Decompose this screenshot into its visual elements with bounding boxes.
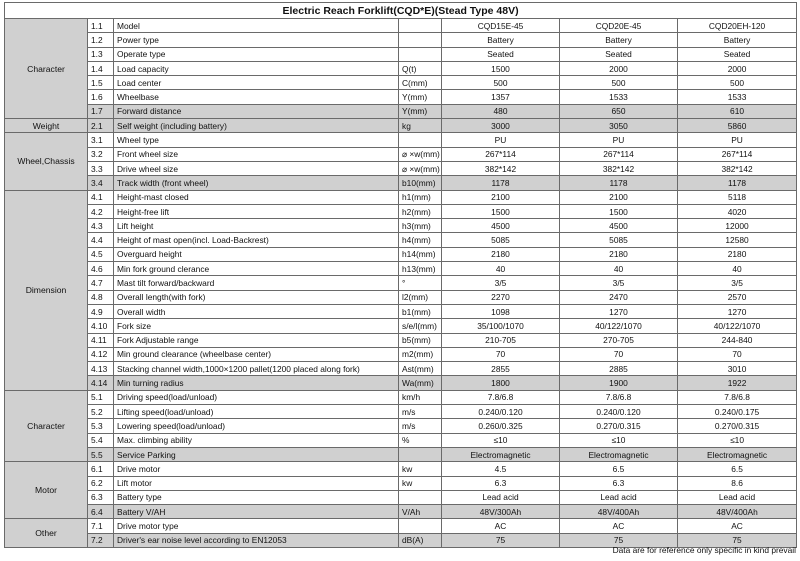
unit-cell: b1(mm) xyxy=(399,304,442,318)
table-row xyxy=(5,319,797,333)
unit-cell: h13(mm) xyxy=(399,262,442,276)
group-label: Wheel,Chassis xyxy=(5,133,88,190)
unit-cell: ⌀ ×w(mm) xyxy=(399,147,442,161)
item-name: Self weight (including battery) xyxy=(114,119,399,133)
row-number: 6.2 xyxy=(88,476,114,490)
item-name: Overall length(with fork) xyxy=(114,290,399,304)
item-name: Power type xyxy=(114,33,399,47)
value-cqd20eh-120: Seated xyxy=(678,47,797,61)
table-row xyxy=(5,133,797,147)
item-name: Overguard height xyxy=(114,247,399,261)
item-name: Drive wheel size xyxy=(114,161,399,175)
value-cqd20eh-120: 1922 xyxy=(678,376,797,390)
value-cqd20eh-120: 2000 xyxy=(678,61,797,75)
table-row xyxy=(5,147,797,161)
value-cqd15e-45: Lead acid xyxy=(442,490,560,504)
value-cqd20eh-120: 6.5 xyxy=(678,462,797,476)
value-cqd20e-45: 267*114 xyxy=(560,147,678,161)
value-cqd20e-45: Battery xyxy=(560,33,678,47)
unit-cell: kw xyxy=(399,462,442,476)
value-cqd15e-45: PU xyxy=(442,133,560,147)
value-cqd20e-45: PU xyxy=(560,133,678,147)
row-number: 5.1 xyxy=(88,390,114,404)
value-cqd20eh-120: 75 xyxy=(678,533,797,547)
value-cqd20e-45: 70 xyxy=(560,347,678,361)
value-cqd20e-45: 5085 xyxy=(560,233,678,247)
row-number: 4.11 xyxy=(88,333,114,347)
value-cqd20eh-120: 610 xyxy=(678,104,797,118)
value-cqd20eh-120: 5860 xyxy=(678,119,797,133)
value-cqd20eh-120: 48V/400Ah xyxy=(678,505,797,519)
value-cqd15e-45: Electromagnetic xyxy=(442,447,560,461)
value-cqd15e-45: Seated xyxy=(442,47,560,61)
unit-cell xyxy=(399,519,442,533)
value-cqd20eh-120: 8.6 xyxy=(678,476,797,490)
value-cqd20e-45: 3/5 xyxy=(560,276,678,290)
row-number: 4.3 xyxy=(88,219,114,233)
value-cqd15e-45: CQD15E-45 xyxy=(442,19,560,33)
unit-cell: m/s xyxy=(399,419,442,433)
value-cqd20eh-120: 5118 xyxy=(678,190,797,204)
unit-cell xyxy=(399,19,442,33)
row-number: 2.1 xyxy=(88,119,114,133)
item-name: Fork size xyxy=(114,319,399,333)
item-name: Wheel type xyxy=(114,133,399,147)
value-cqd20eh-120: 4020 xyxy=(678,204,797,218)
table-row xyxy=(5,119,797,133)
value-cqd20e-45: 2885 xyxy=(560,362,678,376)
row-number: 4.9 xyxy=(88,304,114,318)
value-cqd20e-45: 1533 xyxy=(560,90,678,104)
unit-cell xyxy=(399,133,442,147)
unit-cell: m/s xyxy=(399,405,442,419)
value-cqd20e-45: 6.5 xyxy=(560,462,678,476)
item-name: Drive motor xyxy=(114,462,399,476)
value-cqd20eh-120: Electromagnetic xyxy=(678,447,797,461)
row-number: 1.6 xyxy=(88,90,114,104)
row-number: 7.2 xyxy=(88,533,114,547)
item-name: Drive motor type xyxy=(114,519,399,533)
item-name: Min fork ground clerance xyxy=(114,262,399,276)
value-cqd15e-45: 6.3 xyxy=(442,476,560,490)
table-row xyxy=(5,490,797,504)
group-label: Character xyxy=(5,390,88,461)
value-cqd20eh-120: 0.270/0.315 xyxy=(678,419,797,433)
table-row xyxy=(5,76,797,90)
unit-cell: b10(mm) xyxy=(399,176,442,190)
value-cqd20e-45: 3050 xyxy=(560,119,678,133)
row-number: 1.1 xyxy=(88,19,114,33)
item-name: Driver's ear noise level according to EN12053 xyxy=(114,533,399,547)
unit-cell: Q(t) xyxy=(399,61,442,75)
table-row xyxy=(5,304,797,318)
value-cqd20e-45: 6.3 xyxy=(560,476,678,490)
table-row xyxy=(5,276,797,290)
item-name: Load capacity xyxy=(114,61,399,75)
group-label: Weight xyxy=(5,119,88,133)
reference-note: Data are for reference only specific in kind prevail xyxy=(612,545,796,555)
row-number: 4.7 xyxy=(88,276,114,290)
row-number: 5.3 xyxy=(88,419,114,433)
value-cqd15e-45: 2270 xyxy=(442,290,560,304)
unit-cell: m2(mm) xyxy=(399,347,442,361)
value-cqd20eh-120: 7.8/6.8 xyxy=(678,390,797,404)
value-cqd20e-45: 2100 xyxy=(560,190,678,204)
unit-cell: h1(mm) xyxy=(399,190,442,204)
table-row xyxy=(5,247,797,261)
table-row xyxy=(5,447,797,461)
row-number: 5.4 xyxy=(88,433,114,447)
value-cqd20eh-120: 267*114 xyxy=(678,147,797,161)
unit-cell: h4(mm) xyxy=(399,233,442,247)
value-cqd20eh-120: 500 xyxy=(678,76,797,90)
row-number: 1.5 xyxy=(88,76,114,90)
value-cqd20e-45: Electromagnetic xyxy=(560,447,678,461)
table-row xyxy=(5,262,797,276)
unit-cell: kg xyxy=(399,119,442,133)
value-cqd20eh-120: 0.240/0.175 xyxy=(678,405,797,419)
value-cqd15e-45: 3000 xyxy=(442,119,560,133)
value-cqd20eh-120: 40/122/1070 xyxy=(678,319,797,333)
item-name: Battery type xyxy=(114,490,399,504)
unit-cell: kw xyxy=(399,476,442,490)
value-cqd20eh-120: 12000 xyxy=(678,219,797,233)
value-cqd20e-45: 1270 xyxy=(560,304,678,318)
table-row xyxy=(5,19,797,33)
value-cqd20eh-120: 382*142 xyxy=(678,161,797,175)
row-number: 4.4 xyxy=(88,233,114,247)
item-name: Height-free lift xyxy=(114,204,399,218)
value-cqd20e-45: 1900 xyxy=(560,376,678,390)
unit-cell: Y(mm) xyxy=(399,104,442,118)
unit-cell: ° xyxy=(399,276,442,290)
value-cqd20eh-120: AC xyxy=(678,519,797,533)
row-number: 1.4 xyxy=(88,61,114,75)
value-cqd20e-45: 650 xyxy=(560,104,678,118)
item-name: Load center xyxy=(114,76,399,90)
table-row xyxy=(5,61,797,75)
value-cqd15e-45: 480 xyxy=(442,104,560,118)
table-row xyxy=(5,362,797,376)
item-name: Stacking channel width,1000×1200 pallet(1200 placed along fork) xyxy=(114,362,399,376)
value-cqd15e-45: 382*142 xyxy=(442,161,560,175)
row-number: 3.4 xyxy=(88,176,114,190)
table-row xyxy=(5,204,797,218)
table-row xyxy=(5,290,797,304)
value-cqd15e-45: 1357 xyxy=(442,90,560,104)
unit-cell: h14(mm) xyxy=(399,247,442,261)
value-cqd15e-45: 5085 xyxy=(442,233,560,247)
unit-cell: ⌀ ×w(mm) xyxy=(399,161,442,175)
table-row xyxy=(5,104,797,118)
value-cqd15e-45: 0.260/0.325 xyxy=(442,419,560,433)
row-number: 4.6 xyxy=(88,262,114,276)
row-number: 3.3 xyxy=(88,161,114,175)
table-row xyxy=(5,190,797,204)
unit-cell xyxy=(399,33,442,47)
unit-cell: km/h xyxy=(399,390,442,404)
value-cqd20eh-120: ≤10 xyxy=(678,433,797,447)
table-row xyxy=(5,505,797,519)
value-cqd20eh-120: 40 xyxy=(678,262,797,276)
table-row xyxy=(5,419,797,433)
value-cqd20e-45: 382*142 xyxy=(560,161,678,175)
item-name: Front wheel size xyxy=(114,147,399,161)
value-cqd20e-45: 48V/400Ah xyxy=(560,505,678,519)
item-name: Lift motor xyxy=(114,476,399,490)
row-number: 6.3 xyxy=(88,490,114,504)
unit-cell: Wa(mm) xyxy=(399,376,442,390)
row-number: 4.2 xyxy=(88,204,114,218)
value-cqd20e-45: 7.8/6.8 xyxy=(560,390,678,404)
value-cqd20e-45: 40 xyxy=(560,262,678,276)
unit-cell: Ast(mm) xyxy=(399,362,442,376)
value-cqd15e-45: 48V/300Ah xyxy=(442,505,560,519)
item-name: Lift height xyxy=(114,219,399,233)
row-number: 4.1 xyxy=(88,190,114,204)
value-cqd15e-45: 3/5 xyxy=(442,276,560,290)
unit-cell: h2(mm) xyxy=(399,204,442,218)
value-cqd20e-45: 500 xyxy=(560,76,678,90)
value-cqd20e-45: 1178 xyxy=(560,176,678,190)
value-cqd20eh-120: 70 xyxy=(678,347,797,361)
value-cqd15e-45: 267*114 xyxy=(442,147,560,161)
row-number: 4.14 xyxy=(88,376,114,390)
row-number: 3.2 xyxy=(88,147,114,161)
value-cqd15e-45: 4.5 xyxy=(442,462,560,476)
value-cqd20e-45: 2470 xyxy=(560,290,678,304)
row-number: 4.10 xyxy=(88,319,114,333)
value-cqd20eh-120: 3010 xyxy=(678,362,797,376)
value-cqd20e-45: CQD20E-45 xyxy=(560,19,678,33)
group-label: Motor xyxy=(5,462,88,519)
row-number: 1.3 xyxy=(88,47,114,61)
value-cqd15e-45: 70 xyxy=(442,347,560,361)
value-cqd20eh-120: 12580 xyxy=(678,233,797,247)
unit-cell: V/Ah xyxy=(399,505,442,519)
item-name: Forward distance xyxy=(114,104,399,118)
item-name: Height of mast open(incl. Load-Backrest) xyxy=(114,233,399,247)
unit-cell xyxy=(399,490,442,504)
group-label: Dimension xyxy=(5,190,88,390)
value-cqd20eh-120: Lead acid xyxy=(678,490,797,504)
table-row xyxy=(5,390,797,404)
table-row xyxy=(5,433,797,447)
table-row xyxy=(5,376,797,390)
value-cqd20eh-120: 3/5 xyxy=(678,276,797,290)
item-name: Operate type xyxy=(114,47,399,61)
unit-cell: b5(mm) xyxy=(399,333,442,347)
item-name: Battery V/AH xyxy=(114,505,399,519)
value-cqd15e-45: 1178 xyxy=(442,176,560,190)
row-number: 1.7 xyxy=(88,104,114,118)
table-title: Electric Reach Forklift(CQD*E)(Stead Type 48V) xyxy=(5,3,797,19)
item-name: Max. climbing ability xyxy=(114,433,399,447)
value-cqd20e-45: 1500 xyxy=(560,204,678,218)
table-row xyxy=(5,476,797,490)
table-row xyxy=(5,519,797,533)
row-number: 7.1 xyxy=(88,519,114,533)
value-cqd20e-45: 75 xyxy=(560,533,678,547)
value-cqd20e-45: 0.240/0.120 xyxy=(560,405,678,419)
row-number: 5.5 xyxy=(88,447,114,461)
item-name: Mast tilt forward/backward xyxy=(114,276,399,290)
value-cqd15e-45: 7.8/6.8 xyxy=(442,390,560,404)
unit-cell: Y(mm) xyxy=(399,90,442,104)
row-number: 4.12 xyxy=(88,347,114,361)
unit-cell: h3(mm) xyxy=(399,219,442,233)
value-cqd15e-45: AC xyxy=(442,519,560,533)
row-number: 3.1 xyxy=(88,133,114,147)
unit-cell: % xyxy=(399,433,442,447)
value-cqd15e-45: 2180 xyxy=(442,247,560,261)
value-cqd20e-45: 2180 xyxy=(560,247,678,261)
value-cqd15e-45: 1500 xyxy=(442,204,560,218)
table-row xyxy=(5,219,797,233)
item-name: Driving speed(load/unload) xyxy=(114,390,399,404)
unit-cell xyxy=(399,447,442,461)
item-name: Wheelbase xyxy=(114,90,399,104)
table-row xyxy=(5,462,797,476)
row-number: 4.13 xyxy=(88,362,114,376)
value-cqd20eh-120: 244-840 xyxy=(678,333,797,347)
table-row xyxy=(5,405,797,419)
item-name: Service Parking xyxy=(114,447,399,461)
table-row xyxy=(5,33,797,47)
value-cqd15e-45: 1098 xyxy=(442,304,560,318)
value-cqd20eh-120: 1270 xyxy=(678,304,797,318)
value-cqd15e-45: Battery xyxy=(442,33,560,47)
table-row xyxy=(5,333,797,347)
value-cqd15e-45: 1500 xyxy=(442,61,560,75)
item-name: Min ground clearance (wheelbase center) xyxy=(114,347,399,361)
value-cqd20e-45: 2000 xyxy=(560,61,678,75)
spec-table xyxy=(4,2,797,548)
value-cqd15e-45: 2100 xyxy=(442,190,560,204)
value-cqd15e-45: 4500 xyxy=(442,219,560,233)
row-number: 1.2 xyxy=(88,33,114,47)
value-cqd20e-45: AC xyxy=(560,519,678,533)
unit-cell: C(mm) xyxy=(399,76,442,90)
value-cqd15e-45: 35/100/1070 xyxy=(442,319,560,333)
value-cqd20eh-120: PU xyxy=(678,133,797,147)
table-row xyxy=(5,47,797,61)
item-name: Overall width xyxy=(114,304,399,318)
unit-cell: dB(A) xyxy=(399,533,442,547)
value-cqd20e-45: Seated xyxy=(560,47,678,61)
value-cqd20e-45: 0.270/0.315 xyxy=(560,419,678,433)
group-label: Character xyxy=(5,19,88,119)
value-cqd15e-45: ≤10 xyxy=(442,433,560,447)
value-cqd15e-45: 75 xyxy=(442,533,560,547)
item-name: Height-mast closed xyxy=(114,190,399,204)
value-cqd20eh-120: Battery xyxy=(678,33,797,47)
item-name: Lowering speed(load/unload) xyxy=(114,419,399,433)
unit-cell xyxy=(399,47,442,61)
item-name: Fork Adjustable range xyxy=(114,333,399,347)
value-cqd15e-45: 0.240/0.120 xyxy=(442,405,560,419)
table-row xyxy=(5,233,797,247)
value-cqd20e-45: 270-705 xyxy=(560,333,678,347)
row-number: 6.4 xyxy=(88,505,114,519)
value-cqd20e-45: Lead acid xyxy=(560,490,678,504)
value-cqd20eh-120: 1178 xyxy=(678,176,797,190)
value-cqd20eh-120: 2180 xyxy=(678,247,797,261)
item-name: Model xyxy=(114,19,399,33)
row-number: 5.2 xyxy=(88,405,114,419)
value-cqd15e-45: 210-705 xyxy=(442,333,560,347)
table-row xyxy=(5,90,797,104)
table-row xyxy=(5,176,797,190)
value-cqd15e-45: 1800 xyxy=(442,376,560,390)
table-row xyxy=(5,347,797,361)
value-cqd15e-45: 40 xyxy=(442,262,560,276)
row-number: 4.8 xyxy=(88,290,114,304)
unit-cell: s/e/l(mm) xyxy=(399,319,442,333)
value-cqd20e-45: ≤10 xyxy=(560,433,678,447)
unit-cell: l2(mm) xyxy=(399,290,442,304)
row-number: 4.5 xyxy=(88,247,114,261)
item-name: Lifting speed(load/unload) xyxy=(114,405,399,419)
value-cqd20eh-120: 1533 xyxy=(678,90,797,104)
table-row xyxy=(5,161,797,175)
value-cqd20eh-120: CQD20EH-120 xyxy=(678,19,797,33)
item-name: Track width (front wheel) xyxy=(114,176,399,190)
value-cqd20e-45: 4500 xyxy=(560,219,678,233)
value-cqd20eh-120: 2570 xyxy=(678,290,797,304)
value-cqd20e-45: 40/122/1070 xyxy=(560,319,678,333)
item-name: Min turning radius xyxy=(114,376,399,390)
row-number: 6.1 xyxy=(88,462,114,476)
value-cqd15e-45: 2855 xyxy=(442,362,560,376)
value-cqd15e-45: 500 xyxy=(442,76,560,90)
group-label: Other xyxy=(5,519,88,548)
